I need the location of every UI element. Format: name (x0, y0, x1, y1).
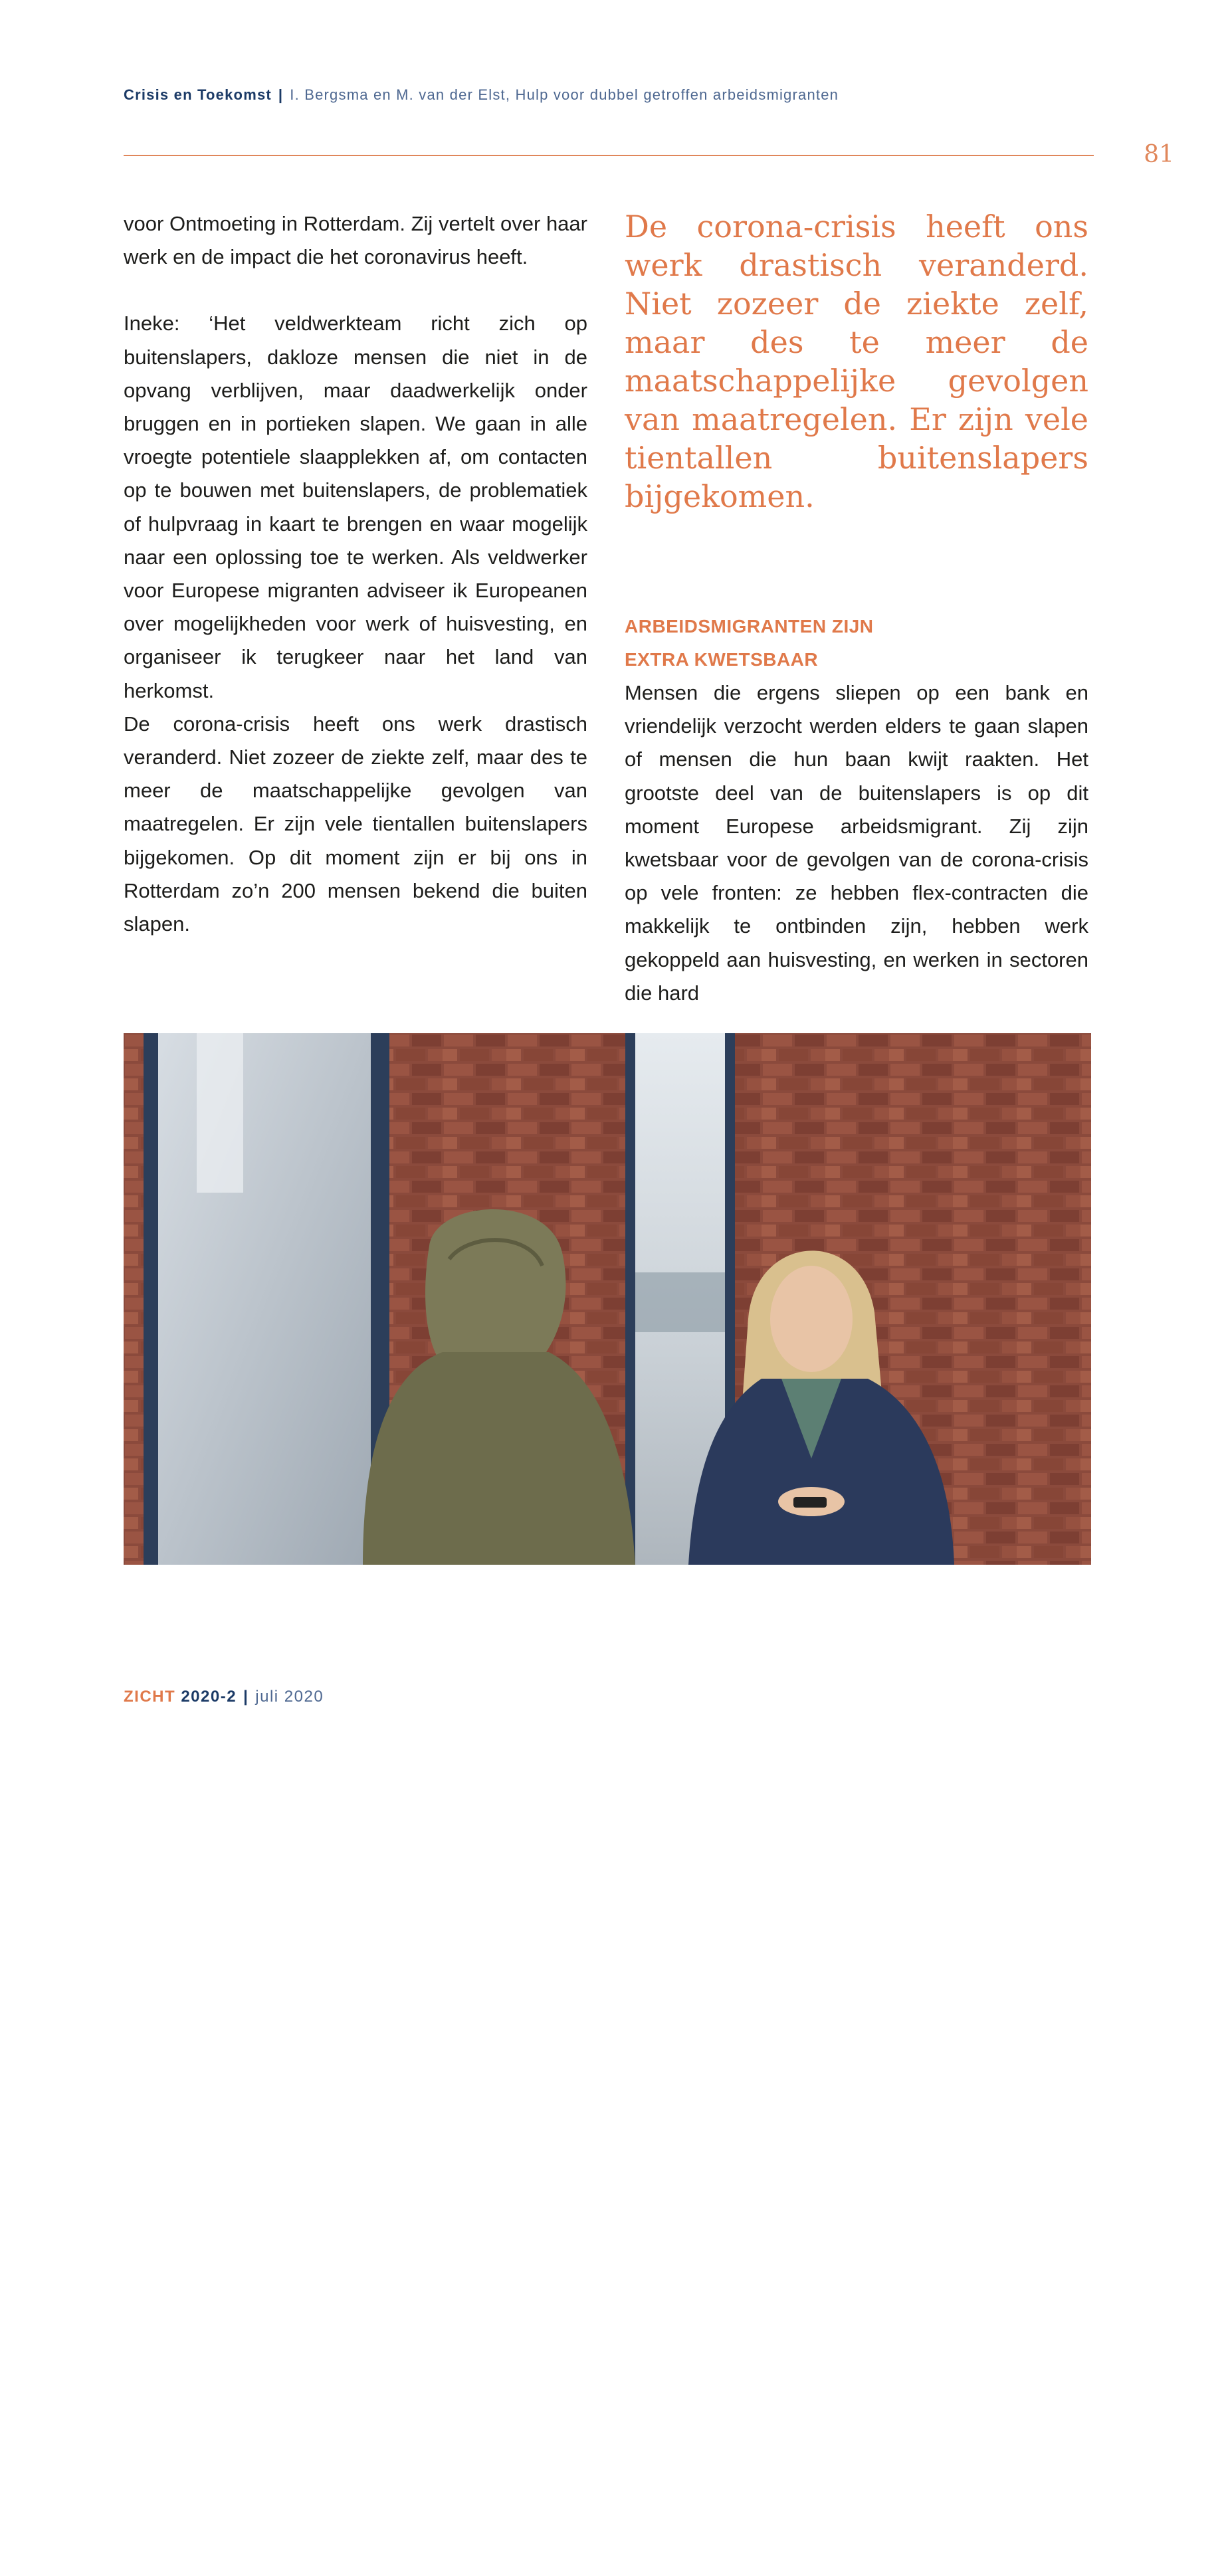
window-glass-left (158, 1033, 371, 1565)
journal-title: Crisis en Toekomst (124, 86, 272, 103)
header-rule (124, 155, 1094, 156)
photo-credit: fotograaf: Marien Bergsma (1180, 2382, 1198, 2576)
body-paragraph: De corona-crisis heeft ons werk drastisch veranderd. Niet zozeer de ziekte zelf, maar des te meer de maatschappelijke gevolgen van maatregelen. Er zijn vele tientallen buitenslapers bijgekomen. Op dit moment zijn er bij ons in Rotterdam zo’n 200 mensen bekend die buiten slapen. (124, 712, 587, 936)
body-paragraph: Ineke: ‘Het veldwerkteam richt zich op buitenslapers, dakloze mensen die niet in de opvang verblijven, maar daadwerkelijk onder bruggen en in portieken slapen. We gaan in alle vroegte potentiele slaapplekken af, om contacten op te bouwen met buitenslapers, de problematiek of hulpvraag in kaart te brengen en waar mogelijk naar een oplossing toe te werken. Als veldwerker voor Europese migranten adviseer ik Europeanen over mogelijkheden voor werk of huisvesting, en organiseer ik terugkeer naar het land van herkomst. (124, 312, 587, 702)
photo-illustration (124, 1033, 1091, 1565)
subheading-line: ARBEIDSMIGRANTEN ZIJN (625, 616, 874, 637)
body-paragraph: voor Ontmoeting in Rotterdam. Zij vertelt over haar werk en de impact die het coronavirus heeft. (124, 212, 587, 269)
left-column (124, 207, 587, 941)
footer-separator: | (243, 1688, 249, 1706)
footer (124, 1688, 324, 1706)
paragraph-gap (124, 274, 587, 307)
page-number: 81 (1144, 141, 1174, 168)
reflection (197, 1033, 243, 1193)
section-subheading (625, 610, 1088, 676)
article-citation: I. Bergsma en M. van der Elst, Hulp voor dubbel getroffen arbeidsmigranten (290, 86, 839, 103)
pull-quote: De corona-crisis heeft ons werk drastisch veranderd. Niet zozeer de ziekte zelf, maar des te meer de maatschappelijke gevolgen van maatregelen. Er zijn vele tientallen buitenslapers bijgekomen. (625, 209, 1088, 514)
issue-date: juli 2020 (255, 1688, 324, 1706)
running-header (124, 86, 1094, 104)
header-separator: | (278, 86, 284, 103)
right-column (625, 207, 1088, 1010)
issue-number: 2020-2 (181, 1688, 237, 1706)
body-paragraph: Mensen die ergens sliepen op een bank en vriendelijk verzocht werden elders te gaan slapen of mensen die hun baan kwijt raakten. Het grootste deel van de buitenslapers is op dit moment Europese arbeidsmigrant. Zij zijn kwetsbaar voor de gevolgen van de corona-crisis op vele fronten: ze hebben flex-contracten die makkelijk te ontbinden zijn, hebben werk gekoppeld aan huisvesting, en werken in sectoren die hard (625, 681, 1088, 1005)
reflection (635, 1272, 725, 1332)
magazine-name: ZICHT (124, 1688, 176, 1706)
subheading-line: EXTRA KWETSBAAR (625, 649, 819, 670)
